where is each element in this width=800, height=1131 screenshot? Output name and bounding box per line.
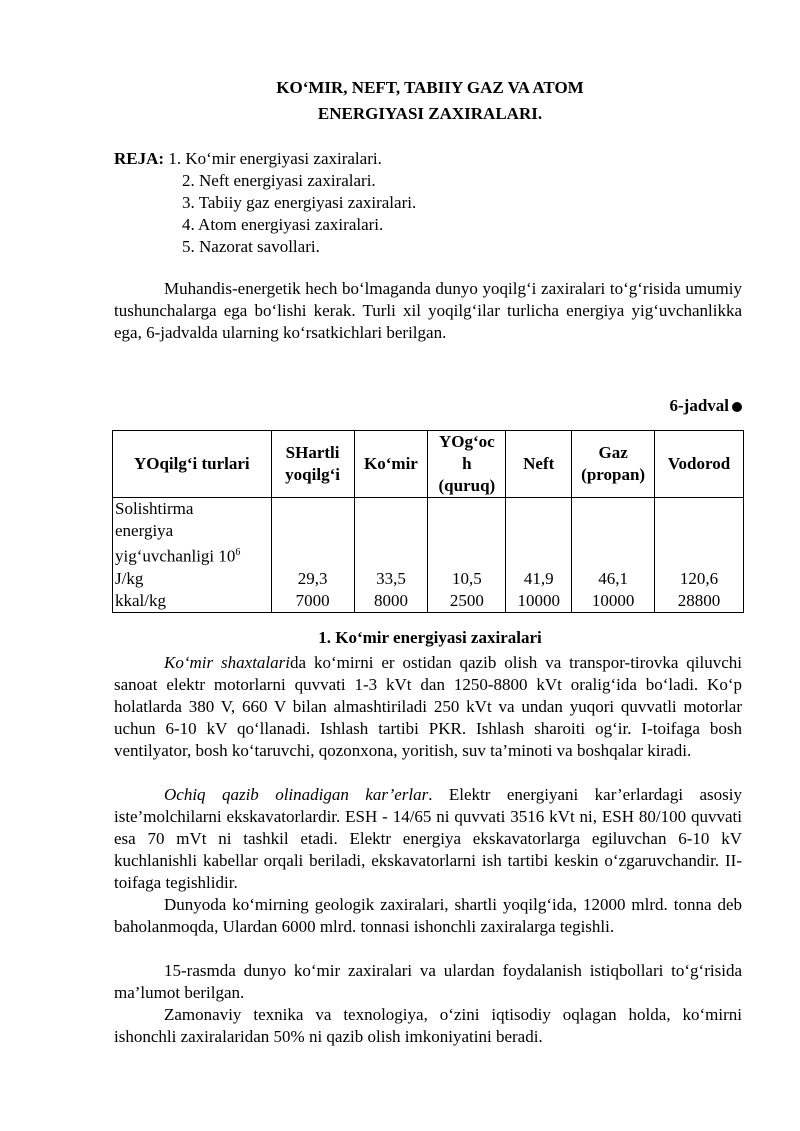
- value-cell: 29,3 7000: [271, 498, 354, 613]
- paragraph-figure-ref: 15-rasmda dunyo ko‘mir zaxiralari va ulardan foydalanish istiqbollari to‘g‘risida ma’lumot berilgan.: [114, 961, 742, 1002]
- header-gas: Gaz (propan): [572, 431, 655, 498]
- header-conventional-fuel: SHartli yoqilg‘i: [271, 431, 354, 498]
- table-caption: [670, 396, 743, 416]
- document-title-line-2: ENERGIYASI ZAXIRALARI.: [317, 104, 543, 123]
- header-hydrogen: Vodorod: [655, 431, 744, 498]
- table-row: [113, 498, 744, 613]
- table-caption-text: 6-jadval: [669, 396, 729, 415]
- header-fuel-types: YOqilg‘i turlari: [113, 431, 272, 498]
- plan-item-4: 4. Atom energiyasi zaxiralari.: [182, 215, 384, 234]
- section-heading: 1. Ko‘mir energiyasi zaxiralari: [318, 628, 542, 647]
- plan-item-1: 1. Ko‘mir energiyasi zaxiralari.: [168, 149, 382, 168]
- header-wood: YOg‘oc h (quruq): [428, 431, 506, 498]
- plan-label: REJA:: [114, 149, 165, 168]
- energy-density-table: [112, 430, 744, 613]
- plan-item-3: 3. Tabiiy gaz energiyasi zaxiralari.: [182, 193, 417, 212]
- value-cell: 120,6 28800: [655, 498, 744, 613]
- plan-item-5: 5. Nazorat savollari.: [182, 237, 320, 256]
- plan-item-2: 2. Neft energiyasi zaxiralari.: [182, 171, 376, 190]
- header-coal: Ko‘mir: [354, 431, 428, 498]
- value-cell: 10,5 2500: [428, 498, 506, 613]
- paragraph-reserves: Dunyoda ko‘mirning geologik zaxiralari, shartli yoqilg‘ida, 12000 mlrd. tonna deb baholanmoqda, Ulardan 6000 mlrd. tonnasi ishonchli zaxiralarga tegishli.: [114, 895, 742, 936]
- value-cell: 46,1 10000: [572, 498, 655, 613]
- plan-first-line: [114, 148, 382, 170]
- paragraph-technology: Zamonaviy texnika va texnologiya, o‘zini iqtisodiy oqlagan holda, ko‘mirni ishonchli zaxiralaridan 50% ni qazib olish imkoniyatini beradi.: [114, 1005, 742, 1046]
- paragraph-open-pits: Ochiq qazib olinadigan kar’erlar. Elektr energiyani kar’erlardagi asosiy iste’molchilarni ekskavatorlardir. ESH - 14/65 ni quvvati 3516 kVt ni, ESH 80/100 quvvati esa 70 mVt ni tashkil etadi. Elektr energiya ekskavatorlarga egiluvchan 6-10 kV kuchlanishli kabellar orqali beriladi, ekskavatorlarni ish tartibi keskin o‘zgaruvchandir. II-toifaga tegishlidir.: [114, 785, 742, 892]
- value-cell: 33,5 8000: [354, 498, 428, 613]
- intro-paragraph: Muhandis-energetik hech bo‘lmaganda dunyo yoqilg‘i zaxiralari to‘g‘risida umumiy tushunchalarga ega bo‘lishi kerak. Turli xil yoqilg‘ilar turlicha energiya yig‘uvchanlikka ega, 6-jadvalda ularning ko‘rsatkichlari berilgan.: [114, 279, 742, 342]
- header-oil: Neft: [506, 431, 572, 498]
- row-label-cell: Solishtirma energiya yig‘uvchanligi $10^6$ J/kg kkal/kg: [113, 498, 272, 613]
- bullet-icon: [732, 402, 742, 412]
- value-cell: 41,9 10000: [506, 498, 572, 613]
- table-header-row: [113, 431, 744, 498]
- document-title-line-1: KO‘MIR, NEFT, TABIIY GAZ VA ATOM: [276, 78, 584, 97]
- paragraph-coal-mines: Ko‘mir shaxtalarida ko‘mirni er ostidan qazib olish va transpor-tirovka qiluvchi sanoat elektr motorlarni quvvati 1-3 kVt dan 1250-8800 kVt oralig‘ida bo‘ladi. Ko‘p holatlarda 380 V, 660 V bilan almashtiriladi 250 kVt va undan yuqori quvvatli motorlar uchun 6-10 kV qo‘llanadi. Ishlash tartibi PKR. Ishlash sharoiti og‘ir. I-toifaga bosh ventilyator, bosh ko‘taruvchi, qozonxona, yoritish, suv ta’minoti va boshqalar kiradi.: [114, 653, 742, 760]
